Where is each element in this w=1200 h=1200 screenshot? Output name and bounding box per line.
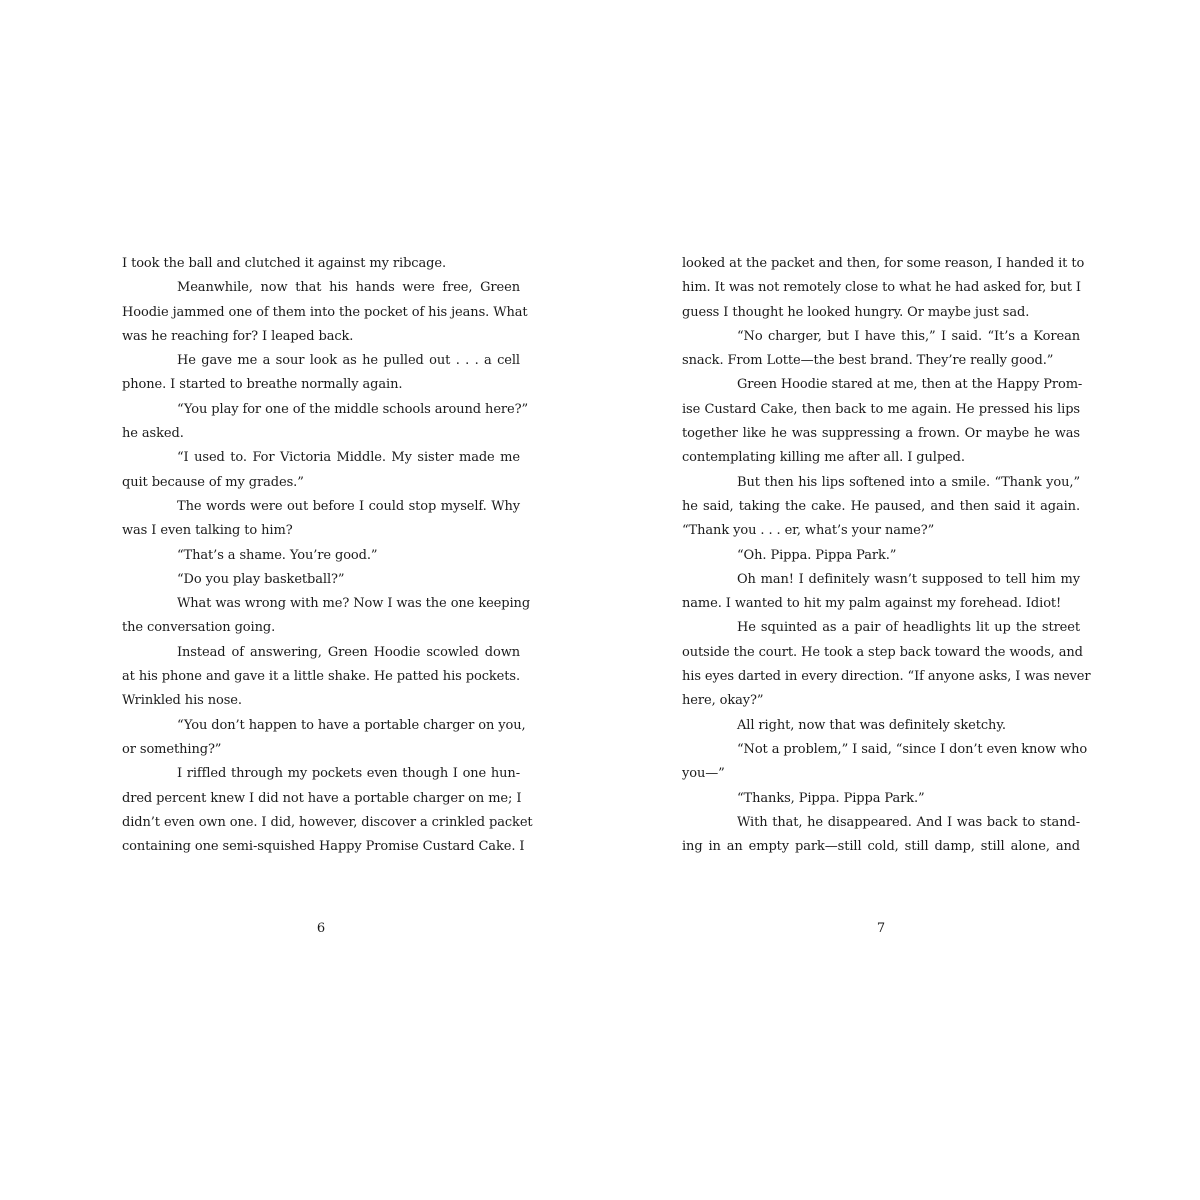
text-line: at his phone and gave it a little shake. He patted his pockets.	[122, 669, 520, 685]
text-line: you—”	[682, 766, 725, 782]
text-line: “Thanks, Pippa. Pippa Park.”	[737, 790, 925, 806]
text-line: name. I wanted to hit my palm against my forehead. Idiot!	[682, 596, 1062, 612]
text-line: He squinted as a pair of headlights lit up the street	[737, 620, 1080, 636]
text-line: didn’t even own one. I did, however, discover a crinkled packet	[122, 814, 533, 830]
text-line: Wrinkled his nose.	[122, 693, 242, 709]
text-line: quit because of my grades.”	[122, 474, 304, 490]
text-line: Green Hoodie stared at me, then at the Happy Prom-	[737, 377, 1083, 393]
text-line: “Do you play basketball?”	[177, 571, 345, 587]
text-line: looked at the packet and then, for some reason, I handed it to	[682, 256, 1085, 271]
text-line: snack. From Lotte—the best brand. They’re really good.”	[682, 353, 1054, 369]
left-page-number: 6	[316, 921, 326, 936]
text-line: “That’s a shame. You’re good.”	[177, 547, 378, 563]
text-line: outside the court. He took a step back toward the woods, and	[682, 644, 1083, 660]
text-line: He gave me a sour look as he pulled out . . . a cell	[177, 353, 520, 369]
text-line: “Not a problem,” I said, “since I don’t even know who	[737, 741, 1088, 757]
text-line: All right, now that was definitely sketchy.	[737, 717, 1006, 733]
right-page	[600, 0, 1200, 1200]
text-line: “I used to. For Victoria Middle. My sister made me	[177, 450, 520, 466]
text-line: I took the ball and clutched it against my ribcage.	[122, 256, 446, 271]
text-line: together like he was suppressing a frown. Or maybe he was	[682, 426, 1080, 442]
text-line: Instead of answering, Green Hoodie scowled down	[177, 644, 520, 660]
text-line: he said, taking the cake. He paused, and then said it again.	[682, 498, 1080, 514]
text-line: “Oh. Pippa. Pippa Park.”	[737, 547, 897, 563]
text-line: With that, he disappeared. And I was back to stand-	[737, 814, 1080, 830]
text-line: The words were out before I could stop myself. Why	[177, 498, 520, 514]
text-line: or something?”	[122, 741, 222, 757]
text-line: the conversation going.	[122, 620, 276, 636]
text-line: containing one semi-squished Happy Promise Custard Cake. I	[122, 839, 525, 855]
text-line: here, okay?”	[682, 693, 764, 709]
text-line: him. It was not remotely close to what he had asked for, but I	[682, 280, 1081, 296]
text-line: Oh man! I definitely wasn’t supposed to tell him my	[737, 571, 1080, 587]
text-line: But then his lips softened into a smile. “Thank you,”	[737, 474, 1080, 490]
right-page-text	[682, 252, 1091, 859]
text-line: phone. I started to breathe normally again.	[122, 377, 403, 393]
text-line: ise Custard Cake, then back to me again. He pressed his lips	[682, 401, 1080, 417]
text-line: was he reaching for? I leaped back.	[122, 328, 354, 344]
text-line: he asked.	[122, 426, 184, 442]
text-line: contemplating killing me after all. I gulped.	[682, 450, 965, 466]
text-line: “You don’t happen to have a portable charger on you,	[177, 717, 526, 733]
text-line: his eyes darted in every direction. “If anyone asks, I was never	[682, 669, 1091, 685]
text-line: What was wrong with me? Now I was the one keeping	[177, 596, 531, 612]
text-line: guess I thought he looked hungry. Or maybe just sad.	[682, 304, 1030, 320]
text-line: “You play for one of the middle schools around here?”	[177, 401, 529, 417]
text-line: Meanwhile, now that his hands were free, Green	[177, 280, 520, 296]
text-line: dred percent knew I did not have a portable charger on me; I	[122, 790, 522, 806]
text-line: ing in an empty park—still cold, still damp, still alone, and	[682, 839, 1080, 855]
text-line: was I even talking to him?	[122, 523, 293, 539]
text-line: Hoodie jammed one of them into the pocket of his jeans. What	[122, 304, 528, 320]
text-line: “No charger, but I have this,” I said. “It’s a Korean	[737, 328, 1080, 344]
left-page-text	[122, 252, 533, 859]
text-line: “Thank you . . . er, what’s your name?”	[682, 523, 935, 539]
text-line: I riffled through my pockets even though I one hun-	[177, 766, 520, 782]
right-page-number: 7	[876, 921, 886, 936]
